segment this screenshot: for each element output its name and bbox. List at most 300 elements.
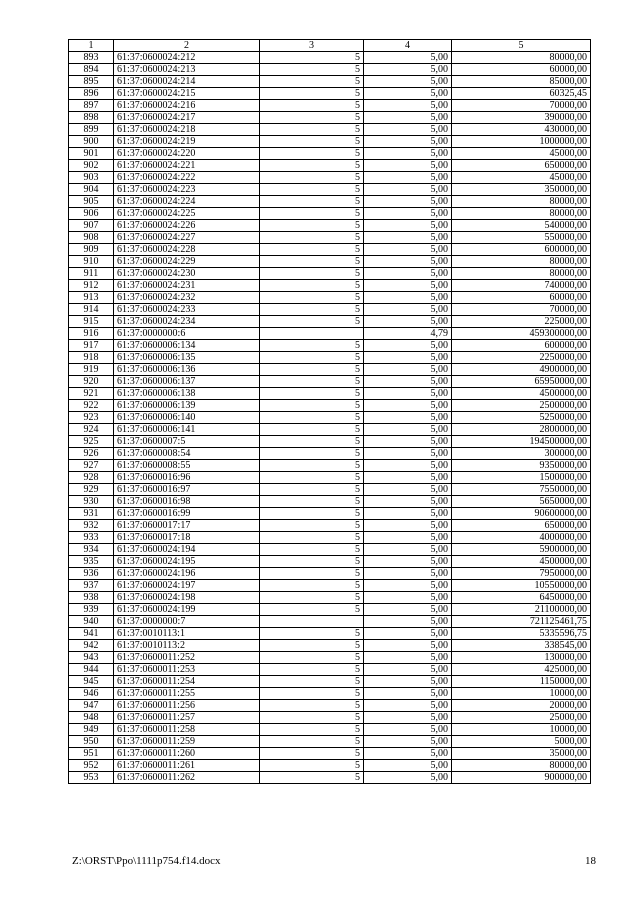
row-number-cell: 929 [69,484,114,496]
row-number-cell: 901 [69,148,114,160]
cadastral-number-cell: 61:37:0600011:257 [114,712,260,724]
column-4-cell: 5,00 [364,592,452,604]
column-4-cell: 5,00 [364,172,452,184]
column-4-cell: 5,00 [364,304,452,316]
column-3-cell: 5 [260,580,364,592]
row-number-cell: 941 [69,628,114,640]
table-row [69,628,591,640]
cadastral-number-cell: 61:37:0600024:217 [114,112,260,124]
row-number-cell: 910 [69,256,114,268]
cadastral-number-cell: 61:37:0600024:220 [114,148,260,160]
row-number-cell: 949 [69,724,114,736]
table-row [69,76,591,88]
table-header-row [69,40,591,52]
cadastral-number-cell: 61:37:0600024:228 [114,244,260,256]
column-3-cell: 5 [260,136,364,148]
amount-cell: 5000,00 [452,736,591,748]
cadastral-number-cell: 61:37:0600016:99 [114,508,260,520]
amount-cell: 225000,00 [452,316,591,328]
table-row [69,400,591,412]
table-row [69,532,591,544]
table-row [69,280,591,292]
row-number-cell: 904 [69,184,114,196]
column-3-cell: 5 [260,172,364,184]
amount-cell: 5650000,00 [452,496,591,508]
amount-cell: 85000,00 [452,76,591,88]
amount-cell: 20000,00 [452,700,591,712]
column-3-cell: 5 [260,724,364,736]
column-3-cell: 5 [260,520,364,532]
column-4-cell: 5,00 [364,424,452,436]
amount-cell: 390000,00 [452,112,591,124]
column-3-cell: 5 [260,676,364,688]
amount-cell: 425000,00 [452,664,591,676]
table-row [69,52,591,64]
column-3-cell: 5 [260,208,364,220]
column-header-4: 4 [364,40,452,52]
column-3-cell: 5 [260,352,364,364]
column-3-cell: 5 [260,256,364,268]
table-row [69,484,591,496]
column-4-cell: 5,00 [364,400,452,412]
row-number-cell: 915 [69,316,114,328]
footer-file-path: Z:\ORST\Ppo\1111p754.f14.docx [72,855,221,867]
row-number-cell: 930 [69,496,114,508]
column-4-cell: 5,00 [364,268,452,280]
amount-cell: 7950000,00 [452,568,591,580]
row-number-cell: 906 [69,208,114,220]
column-4-cell: 5,00 [364,496,452,508]
column-3-cell: 5 [260,364,364,376]
column-3-cell: 5 [260,400,364,412]
table-row [69,712,591,724]
table-row [69,448,591,460]
amount-cell: 338545,00 [452,640,591,652]
row-number-cell: 948 [69,712,114,724]
row-number-cell: 895 [69,76,114,88]
cadastral-number-cell: 61:37:0600024:216 [114,100,260,112]
column-4-cell: 5,00 [364,256,452,268]
row-number-cell: 903 [69,172,114,184]
column-3-cell: 5 [260,412,364,424]
amount-cell: 10000,00 [452,688,591,700]
table-row [69,664,591,676]
row-number-cell: 936 [69,568,114,580]
amount-cell: 80000,00 [452,760,591,772]
amount-cell: 2250000,00 [452,352,591,364]
table-row [69,100,591,112]
column-3-cell: 5 [260,436,364,448]
amount-cell: 45000,00 [452,172,591,184]
amount-cell: 70000,00 [452,304,591,316]
amount-cell: 35000,00 [452,748,591,760]
amount-cell: 1150000,00 [452,676,591,688]
cadastral-number-cell: 61:37:0600024:215 [114,88,260,100]
table-row [69,340,591,352]
amount-cell: 650000,00 [452,160,591,172]
amount-cell: 650000,00 [452,520,591,532]
column-4-cell: 5,00 [364,340,452,352]
column-4-cell: 5,00 [364,628,452,640]
column-3-cell: 5 [260,220,364,232]
row-number-cell: 940 [69,616,114,628]
cadastral-number-cell: 61:37:0600017:17 [114,520,260,532]
cadastral-number-cell: 61:37:0600024:233 [114,304,260,316]
column-4-cell: 5,00 [364,112,452,124]
table-row [69,748,591,760]
column-3-cell [260,328,364,340]
cadastral-number-cell: 61:37:0600024:223 [114,184,260,196]
table-row [69,424,591,436]
column-3-cell: 5 [260,556,364,568]
cadastral-number-cell: 61:37:0600006:138 [114,388,260,400]
amount-cell: 90600000,00 [452,508,591,520]
column-3-cell: 5 [260,652,364,664]
row-number-cell: 917 [69,340,114,352]
column-4-cell: 5,00 [364,712,452,724]
column-3-cell: 5 [260,448,364,460]
cadastral-number-cell: 61:37:0600006:137 [114,376,260,388]
amount-cell: 740000,00 [452,280,591,292]
cadastral-number-cell: 61:37:0600008:54 [114,448,260,460]
column-4-cell: 5,00 [364,460,452,472]
amount-cell: 60325,45 [452,88,591,100]
column-4-cell: 5,00 [364,724,452,736]
column-4-cell: 5,00 [364,52,452,64]
column-3-cell: 5 [260,508,364,520]
amount-cell: 10000,00 [452,724,591,736]
table-row [69,652,591,664]
table-row [69,580,591,592]
row-number-cell: 913 [69,292,114,304]
column-4-cell: 5,00 [364,352,452,364]
row-number-cell: 924 [69,424,114,436]
cadastral-number-cell: 61:37:0600024:196 [114,568,260,580]
column-3-cell: 5 [260,688,364,700]
table-row [69,196,591,208]
column-4-cell: 5,00 [364,652,452,664]
table-row [69,472,591,484]
column-3-cell: 5 [260,52,364,64]
table-row [69,232,591,244]
cadastral-number-cell: 61:37:0600024:229 [114,256,260,268]
row-number-cell: 916 [69,328,114,340]
row-number-cell: 939 [69,604,114,616]
amount-cell: 540000,00 [452,220,591,232]
column-3-cell: 5 [260,112,364,124]
column-4-cell: 5,00 [364,508,452,520]
column-3-cell: 5 [260,280,364,292]
row-number-cell: 942 [69,640,114,652]
amount-cell: 1500000,00 [452,472,591,484]
cadastral-number-cell: 61:37:0600024:219 [114,136,260,148]
table-row [69,544,591,556]
table-row [69,304,591,316]
cadastral-number-cell: 61:37:0600006:139 [114,400,260,412]
cadastral-number-cell: 61:37:0600024:197 [114,580,260,592]
table-row [69,520,591,532]
table-row [69,220,591,232]
row-number-cell: 946 [69,688,114,700]
column-3-cell: 5 [260,568,364,580]
column-3-cell: 5 [260,148,364,160]
amount-cell: 4500000,00 [452,556,591,568]
column-4-cell: 5,00 [364,448,452,460]
cadastral-number-cell: 61:37:0600024:224 [114,196,260,208]
column-3-cell: 5 [260,244,364,256]
cadastral-number-cell: 61:37:0600024:198 [114,592,260,604]
column-3-cell: 5 [260,544,364,556]
column-4-cell: 5,00 [364,100,452,112]
column-3-cell: 5 [260,592,364,604]
row-number-cell: 922 [69,400,114,412]
table-row [69,508,591,520]
row-number-cell: 898 [69,112,114,124]
cadastral-number-cell: 61:37:0600006:135 [114,352,260,364]
row-number-cell: 947 [69,700,114,712]
column-3-cell: 5 [260,76,364,88]
table-row [69,568,591,580]
table-row [69,724,591,736]
row-number-cell: 918 [69,352,114,364]
amount-cell: 430000,00 [452,124,591,136]
table-body [69,52,591,784]
cadastral-number-cell: 61:37:0600006:140 [114,412,260,424]
cadastral-number-cell: 61:37:0600024:221 [114,160,260,172]
column-3-cell: 5 [260,232,364,244]
column-3-cell: 5 [260,124,364,136]
amount-cell: 4000000,00 [452,532,591,544]
row-number-cell: 907 [69,220,114,232]
table-row [69,640,591,652]
amount-cell: 550000,00 [452,232,591,244]
cadastral-number-cell: 61:37:0600024:232 [114,292,260,304]
row-number-cell: 950 [69,736,114,748]
row-number-cell: 902 [69,160,114,172]
column-4-cell: 5,00 [364,124,452,136]
row-number-cell: 912 [69,280,114,292]
table-row [69,292,591,304]
row-number-cell: 927 [69,460,114,472]
amount-cell: 6450000,00 [452,592,591,604]
cadastral-number-cell: 61:37:0600006:141 [114,424,260,436]
column-4-cell: 5,00 [364,292,452,304]
table-row [69,256,591,268]
row-number-cell: 893 [69,52,114,64]
amount-cell: 2800000,00 [452,424,591,436]
column-4-cell: 5,00 [364,136,452,148]
table-row [69,184,591,196]
amount-cell: 5900000,00 [452,544,591,556]
row-number-cell: 896 [69,88,114,100]
cadastral-number-cell: 61:37:0600011:258 [114,724,260,736]
table-row [69,88,591,100]
cadastral-number-cell: 61:37:0600011:260 [114,748,260,760]
column-3-cell: 5 [260,772,364,784]
amount-cell: 4900000,00 [452,364,591,376]
column-3-cell: 5 [260,376,364,388]
data-table [68,39,591,784]
row-number-cell: 945 [69,676,114,688]
column-3-cell: 5 [260,388,364,400]
row-number-cell: 928 [69,472,114,484]
amount-cell: 2500000,00 [452,400,591,412]
table-row [69,136,591,148]
table-row [69,352,591,364]
column-3-cell: 5 [260,160,364,172]
cadastral-number-cell: 61:37:0600024:199 [114,604,260,616]
amount-cell: 600000,00 [452,340,591,352]
table-row [69,496,591,508]
row-number-cell: 934 [69,544,114,556]
table-row [69,604,591,616]
cadastral-number-cell: 61:37:0600024:222 [114,172,260,184]
cadastral-number-cell: 61:37:0600024:195 [114,556,260,568]
row-number-cell: 909 [69,244,114,256]
column-4-cell: 5,00 [364,604,452,616]
column-4-cell: 5,00 [364,196,452,208]
row-number-cell: 926 [69,448,114,460]
column-4-cell: 5,00 [364,148,452,160]
row-number-cell: 938 [69,592,114,604]
amount-cell: 300000,00 [452,448,591,460]
column-4-cell: 5,00 [364,640,452,652]
column-3-cell: 5 [260,100,364,112]
cadastral-number-cell: 61:37:0600006:136 [114,364,260,376]
column-4-cell: 5,00 [364,364,452,376]
table-row [69,736,591,748]
column-3-cell: 5 [260,484,364,496]
cadastral-number-cell: 61:37:0600024:212 [114,52,260,64]
cadastral-number-cell: 61:37:0600011:252 [114,652,260,664]
cadastral-number-cell: 61:37:0600011:255 [114,688,260,700]
column-4-cell: 5,00 [364,532,452,544]
table-row [69,64,591,76]
cadastral-number-cell: 61:37:0600016:96 [114,472,260,484]
amount-cell: 600000,00 [452,244,591,256]
table-row [69,376,591,388]
amount-cell: 80000,00 [452,268,591,280]
column-4-cell: 5,00 [364,184,452,196]
column-3-cell: 5 [260,424,364,436]
column-4-cell: 5,00 [364,244,452,256]
amount-cell: 70000,00 [452,100,591,112]
amount-cell: 25000,00 [452,712,591,724]
table-row [69,268,591,280]
table-row [69,616,591,628]
row-number-cell: 897 [69,100,114,112]
table-row [69,328,591,340]
cadastral-number-cell: 61:37:0600011:261 [114,760,260,772]
column-4-cell: 5,00 [364,736,452,748]
column-3-cell: 5 [260,748,364,760]
table-row [69,772,591,784]
row-number-cell: 931 [69,508,114,520]
column-3-cell: 5 [260,340,364,352]
table-row [69,460,591,472]
amount-cell: 900000,00 [452,772,591,784]
table-row [69,364,591,376]
cadastral-number-cell: 61:37:0600024:213 [114,64,260,76]
column-4-cell: 5,00 [364,316,452,328]
column-4-cell: 5,00 [364,544,452,556]
table-row [69,412,591,424]
row-number-cell: 908 [69,232,114,244]
column-3-cell: 5 [260,700,364,712]
table-row [69,436,591,448]
column-4-cell: 5,00 [364,748,452,760]
column-header-2: 2 [114,40,260,52]
column-4-cell: 5,00 [364,388,452,400]
amount-cell: 350000,00 [452,184,591,196]
column-3-cell: 5 [260,460,364,472]
row-number-cell: 925 [69,436,114,448]
column-3-cell: 5 [260,628,364,640]
amount-cell: 80000,00 [452,52,591,64]
amount-cell: 5250000,00 [452,412,591,424]
row-number-cell: 905 [69,196,114,208]
column-4-cell: 5,00 [364,64,452,76]
column-4-cell: 5,00 [364,556,452,568]
amount-cell: 80000,00 [452,256,591,268]
column-3-cell: 5 [260,736,364,748]
table-row [69,676,591,688]
table-row [69,208,591,220]
amount-cell: 5335596,75 [452,628,591,640]
row-number-cell: 937 [69,580,114,592]
table-row [69,316,591,328]
table-row [69,556,591,568]
row-number-cell: 943 [69,652,114,664]
column-3-cell: 5 [260,88,364,100]
cadastral-number-cell: 61:37:0600024:226 [114,220,260,232]
column-4-cell: 5,00 [364,520,452,532]
column-header-3: 3 [260,40,364,52]
row-number-cell: 932 [69,520,114,532]
amount-cell: 9350000,00 [452,460,591,472]
cadastral-number-cell: 61:37:0600016:98 [114,496,260,508]
table-row [69,688,591,700]
column-3-cell: 5 [260,760,364,772]
cadastral-number-cell: 61:37:0600024:227 [114,232,260,244]
cadastral-number-cell: 61:37:0000000:6 [114,328,260,340]
amount-cell: 7550000,00 [452,484,591,496]
row-number-cell: 900 [69,136,114,148]
cadastral-number-cell: 61:37:0010113:1 [114,628,260,640]
column-header-5: 5 [452,40,591,52]
column-4-cell: 5,00 [364,616,452,628]
row-number-cell: 953 [69,772,114,784]
table-row [69,112,591,124]
table-row [69,760,591,772]
table-row [69,160,591,172]
row-number-cell: 944 [69,664,114,676]
row-number-cell: 914 [69,304,114,316]
column-4-cell: 5,00 [364,760,452,772]
cadastral-number-cell: 61:37:0000000:7 [114,616,260,628]
row-number-cell: 952 [69,760,114,772]
cadastral-number-cell: 61:37:0600006:134 [114,340,260,352]
row-number-cell: 911 [69,268,114,280]
column-3-cell: 5 [260,712,364,724]
table-row [69,592,591,604]
row-number-cell: 919 [69,364,114,376]
column-4-cell: 5,00 [364,88,452,100]
row-number-cell: 923 [69,412,114,424]
table-row [69,244,591,256]
row-number-cell: 935 [69,556,114,568]
row-number-cell: 921 [69,388,114,400]
